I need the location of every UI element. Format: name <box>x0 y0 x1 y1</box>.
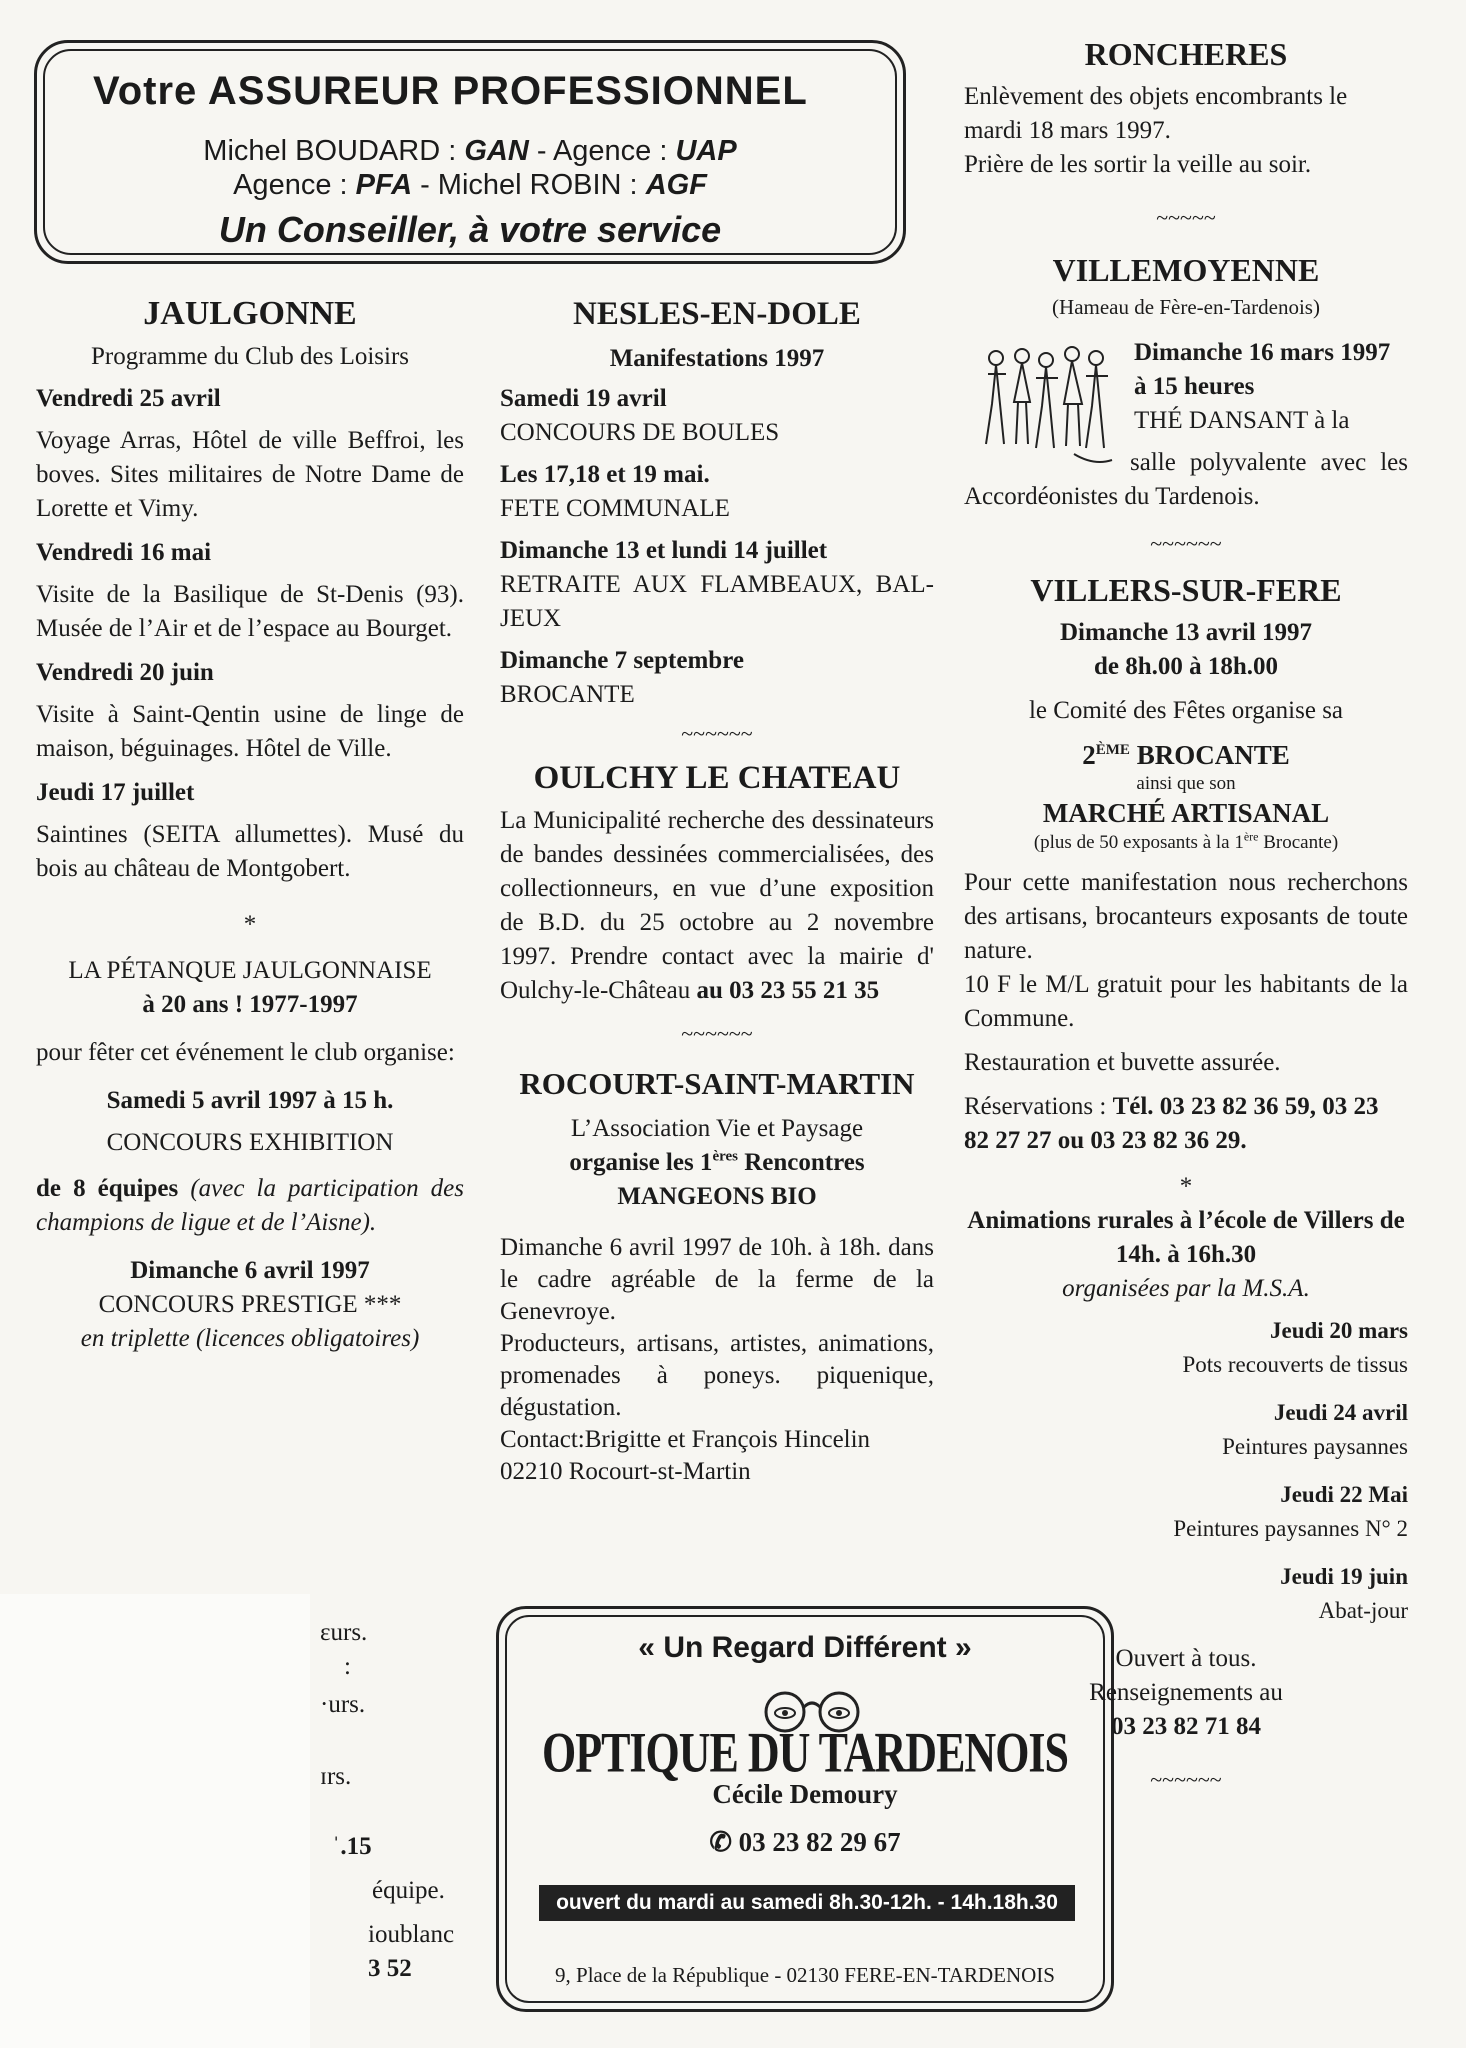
fragment-text: ˈ.15 <box>332 1833 372 1860</box>
assureur-title: Votre ASSUREUR PROFESSIONNEL <box>93 69 808 113</box>
fragment-text: 3 52 <box>368 1955 412 1982</box>
villers-hours: de 8h.00 à 18h.00 <box>1093 653 1279 680</box>
roncheres-section <box>964 34 1408 1792</box>
event-date: Vendredi 16 mai <box>36 539 212 566</box>
petanque-concours-2: CONCOURS PRESTIGE *** <box>98 1291 402 1318</box>
separator-tilde: ~~~~~~ <box>681 721 753 746</box>
rocourt-title: ROCOURT-SAINT-MARTIN <box>519 1066 915 1101</box>
event-date: Les 17,18 et 19 mai. <box>500 461 710 488</box>
villers-renseignements: Renseignements au <box>1089 1679 1283 1706</box>
jaulgonne-section <box>36 294 464 1356</box>
petanque-title: LA PÉTANQUE JAULGONNAISE <box>68 957 432 984</box>
rocourt-association: L’Association Vie et Paysage <box>570 1115 864 1142</box>
event-date: Jeudi 17 juillet <box>36 779 195 806</box>
villers-exposants: (plus de 50 exposants à la 1ère Brocante) <box>1033 829 1339 853</box>
villers-brocante: 2ÈME BROCANTE <box>1082 740 1290 770</box>
nesles-section <box>500 294 934 1488</box>
atelier-text: Abat-jour <box>1318 1598 1408 1623</box>
villemoyenne-text-2: salle polyvalente avec les Accordéonistes du Tardenois. <box>964 449 1408 510</box>
villers-marche: MARCHÉ ARTISANAL <box>1042 798 1330 828</box>
fragment-text: ·urs. <box>320 1691 366 1718</box>
petanque-equipes: de 8 équipes (avec la participation des champions de ligue et de l’Aisne). <box>36 1175 464 1236</box>
event-date: Dimanche 13 et lundi 14 juillet <box>500 537 828 564</box>
atelier-text: Pots recouverts de tissus <box>1182 1352 1408 1377</box>
event-text: BROCANTE <box>500 681 635 708</box>
rocourt-contact: Contact:Brigitte et François Hincelin <box>500 1426 871 1453</box>
villers-ainsi: ainsi que son <box>1136 773 1236 794</box>
atelier-text: Peintures paysannes N° 2 <box>1173 1516 1408 1541</box>
assureur-advert <box>34 40 906 264</box>
fragment-text: ɪrs. <box>320 1763 352 1790</box>
roncheres-title: RONCHERES <box>1084 36 1288 72</box>
event-text: FETE COMMUNALE <box>500 495 730 522</box>
petanque-concours-1: CONCOURS EXHIBITION <box>106 1129 394 1156</box>
event-text: Visite de la Basilique de St-Denis (93). Musée de l’Air et de l’espace au Bourget. <box>36 581 464 642</box>
nesles-subtitle: Manifestations 1997 <box>609 345 825 372</box>
fragment-text: : <box>344 1653 351 1680</box>
roncheres-text-1: Enlèvement des objets encombrants le mardi 18 mars 1997. <box>964 83 1348 144</box>
villemoyenne-date: Dimanche 16 mars 1997 à 15 heures <box>1134 339 1391 400</box>
event-date: Dimanche 7 septembre <box>500 647 744 674</box>
atelier-text: Peintures paysannes <box>1222 1434 1408 1459</box>
petanque-date-2: Dimanche 6 avril 1997 <box>130 1257 370 1284</box>
separator-star: * <box>243 911 257 938</box>
rocourt-address: 02210 Rocourt-st-Martin <box>500 1458 751 1485</box>
atelier-date: Jeudi 24 avril <box>1273 1400 1408 1425</box>
event-date: Vendredi 25 avril <box>36 385 221 412</box>
fragment-text: ɛurs. <box>320 1619 368 1646</box>
villers-tarif: 10 F le M/L gratuit pour les habitants de la Commune. <box>964 971 1408 1032</box>
event-text: Voyage Arras, Hôtel de ville Beffroi, les boves. Sites militaires de Notre Dame de Lorette et Vimy. <box>36 427 464 522</box>
nesles-title: NESLES-EN-DOLE <box>573 296 861 332</box>
petanque-intro: pour fêter cet événement le club organise: <box>36 1039 455 1066</box>
villemoyenne-subtitle: (Hameau de Fère-en-Tardenois) <box>1052 295 1320 319</box>
optique-name: OPTIQUE DU TARDENOIS <box>541 1720 1069 1785</box>
torn-fragments <box>320 1616 470 1986</box>
event-text: Visite à Saint-Qentin usine de linge de maison, béguinages. Hôtel de Ville. <box>36 701 464 762</box>
oulchy-text: La Municipalité recherche des dessinateurs de bandes dessinées commercialisées, des collectionneurs, en vue d’une exposition de B.D. du 25 octobre au 2 novembre 1997. Prendre contact avec la mairie d' Oulchy-le-Château au 03 23 55 21 35 <box>500 807 934 1004</box>
jaulgonne-subtitle: Programme du Club des Loisirs <box>90 343 410 370</box>
event-text: RETRAITE AUX FLAMBEAUX, BAL- JEUX <box>500 571 934 632</box>
assureur-line-1: Michel BOUDARD : GAN - Agence : UAP <box>203 135 737 167</box>
rocourt-mangeons-bio: MANGEONS BIO <box>617 1183 817 1210</box>
separator-star: * <box>1179 1173 1193 1200</box>
optique-owner: Cécile Demoury <box>712 1779 898 1809</box>
dancers-illustration <box>974 344 1120 474</box>
petanque-date-1: Samedi 5 avril 1997 à 15 h. <box>106 1087 394 1114</box>
villemoyenne-text-1: THÉ DANSANT à la <box>1134 407 1350 434</box>
separator-tilde: ~~~~~~ <box>1150 531 1222 556</box>
villers-organise: le Comité des Fêtes organise sa <box>1028 697 1344 724</box>
villers-animations: Animations rurales à l’école de Villers de 14h. à 16h.30 <box>967 1207 1405 1268</box>
separator-tilde: ~~~~~~ <box>681 1021 753 1046</box>
villers-organisees: organisées par la M.S.A. <box>1062 1275 1310 1302</box>
fragment-text: équipe. <box>372 1877 445 1904</box>
petanque-triplette: en triplette (licences obligatoires) <box>80 1325 420 1352</box>
villers-restauration: Restauration et buvette assurée. <box>964 1049 1281 1076</box>
villemoyenne-title: VILLEMOYENNE <box>1052 252 1320 288</box>
event-text: Saintines (SEITA allumettes). Musé du bois au château de Montgobert. <box>36 821 464 882</box>
optique-tagline: « Un Regard Différent » <box>638 1631 972 1664</box>
event-date: Vendredi 20 juin <box>36 659 214 686</box>
atelier-date: Jeudi 22 Mai <box>1280 1482 1408 1507</box>
assureur-line-2: Agence : PFA - Michel ROBIN : AGF <box>233 169 707 201</box>
torn-edge <box>0 1594 310 2048</box>
villers-ouvert: Ouvert à tous. <box>1115 1645 1257 1672</box>
event-date: Samedi 19 avril <box>500 385 667 412</box>
atelier-date: Jeudi 20 mars <box>1270 1318 1408 1343</box>
villers-title: VILLERS-SUR-FERE <box>1030 572 1342 608</box>
optique-address: 9, Place de la République - 02130 FERE-EN-TARDENOIS <box>555 1963 1055 1987</box>
rocourt-details: Dimanche 6 avril 1997 de 10h. à 18h. dans le cadre agréable de la ferme de la Genevroye. <box>500 1234 934 1325</box>
villers-phone: 03 23 82 71 84 <box>1111 1713 1261 1740</box>
ateliers-list <box>964 1314 1408 1628</box>
fragment-text: ioublanc <box>368 1921 455 1948</box>
rocourt-rencontres: organise les 1ères Rencontres <box>569 1148 865 1176</box>
optique-hours: ouvert du mardi au samedi 8h.30-12h. - 14h.18h.30 <box>539 1885 1075 1921</box>
petanque-years: à 20 ans ! 1977-1997 <box>142 991 358 1018</box>
villers-recherche: Pour cette manifestation nous recherchons des artisans, brocanteurs exposants de toute nature. <box>964 869 1408 964</box>
roncheres-text-2: Prière de les sortir la veille au soir. <box>964 151 1312 178</box>
event-text: CONCOURS DE BOULES <box>500 419 780 446</box>
optique-phone: ✆ 03 23 82 29 67 <box>709 1827 901 1857</box>
rocourt-producers: Producteurs, artisans, artistes, animations, promenades à poneys. piquenique, dégustation. <box>500 1330 934 1421</box>
atelier-date: Jeudi 19 juin <box>1280 1564 1408 1589</box>
oulchy-title: OULCHY LE CHATEAU <box>533 760 901 796</box>
villers-reservations: Réservations : Tél. 03 23 82 36 59, 03 23 82 27 27 ou 03 23 82 36 29. <box>964 1093 1379 1154</box>
separator-tilde: ~~~~~ <box>1156 205 1216 230</box>
assureur-slogan: Un Conseiller, à votre service <box>218 209 722 250</box>
separator-tilde: ~~~~~~ <box>1150 1767 1222 1792</box>
jaulgonne-title: JAULGONNE <box>143 295 357 332</box>
villers-date: Dimanche 13 avril 1997 <box>1059 619 1313 646</box>
